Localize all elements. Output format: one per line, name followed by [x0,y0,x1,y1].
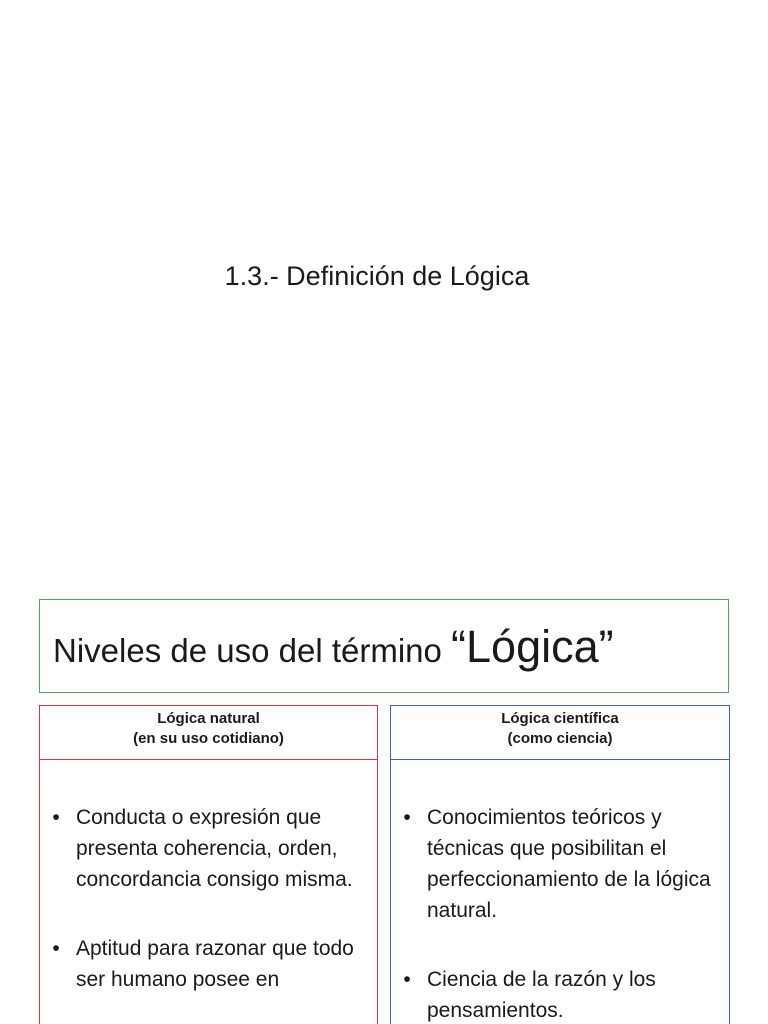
column-header-title: Lógica científica [501,710,619,727]
slide-heading [53,612,614,686]
list-item [46,802,371,895]
list-item-text: Aptitud para razonar que todo ser humano posee en [76,937,354,991]
column-header-subtitle: (como ciencia) [507,730,613,747]
column-logica-natural [39,705,378,1024]
slide-title: 1.3.- Definición de Lógica [224,261,530,291]
column-logica-cientifica [390,705,730,1024]
list-item-text: Conocimientos teóricos y técnicas que posibilitan el perfeccionamiento de la lógica natural. [427,806,711,922]
heading-prefix: Niveles de uso del término [53,632,452,669]
list-item-text: Conducta o expresión que presenta coherencia, orden, concordancia consigo misma. [76,806,353,891]
column-header [391,706,729,760]
list-item [46,933,371,995]
list-item [397,802,723,926]
bullet-icon: • [52,937,60,960]
list-item [397,964,723,1024]
title-box [39,599,729,693]
bullet-list [391,760,729,1024]
bullet-icon: • [403,968,411,991]
column-header-subtitle: (en su uso cotidiano) [133,730,284,747]
list-item-text: Ciencia de la razón y los pensamientos. [427,968,656,1022]
column-header-title: Lógica natural [157,710,260,727]
bullet-list [40,760,377,995]
heading-emphasis: “Lógica” [451,621,614,672]
slide-niveles [0,576,768,1024]
bullet-icon: • [403,806,411,829]
bullet-icon: • [52,806,60,829]
column-header [40,706,377,760]
